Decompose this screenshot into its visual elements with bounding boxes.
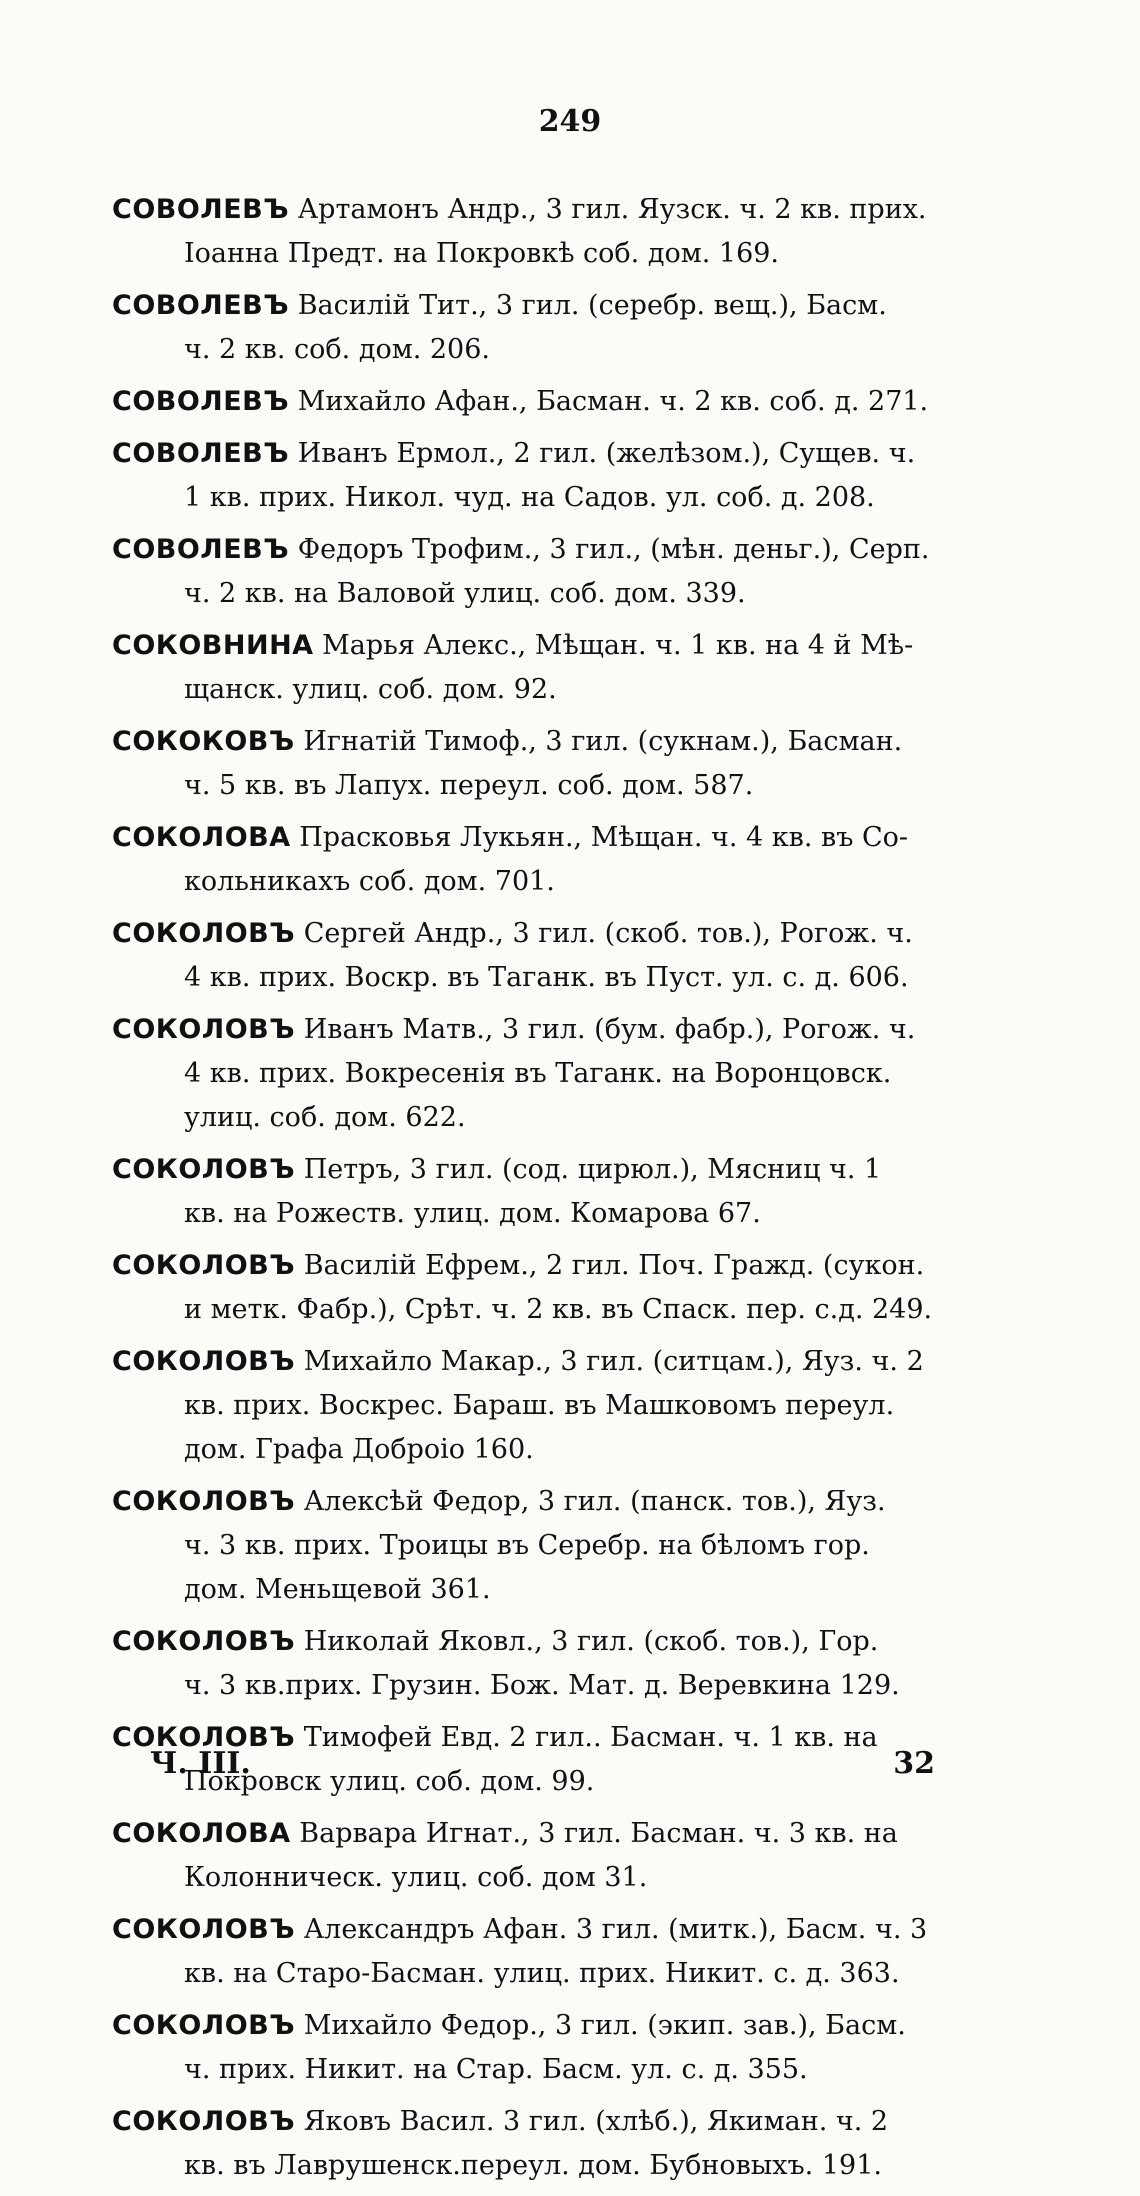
entry-surname: СОКОЛОВЪ <box>112 1486 296 1517</box>
entry-surname: СОКОЛОВЪ <box>112 918 296 949</box>
entry-first-line <box>112 1620 1008 1664</box>
entry-first-line <box>112 1480 1008 1524</box>
entry-details: Федоръ Трофим., 3 гил., (мѣн. деньг.), Серп. <box>297 534 930 565</box>
entry-first-line <box>112 1340 1008 1384</box>
entry-continuation-line: 4 кв. прих. Вокресенія въ Таганк. на Воронцовск. <box>184 1058 892 1089</box>
directory-entries <box>112 188 1008 2196</box>
entry-first-line <box>112 528 1008 572</box>
entry-surname: СОВОЛЕВЪ <box>112 386 290 417</box>
entry-continuation-line: ч. 2 кв. соб. дом. 206. <box>184 334 490 365</box>
entry-continuation-line: 1 кв. прих. Никол. чуд. на Садов. ул. соб. д. 208. <box>184 482 875 513</box>
directory-entry <box>112 1480 1008 1612</box>
entry-surname: СОКОКОВЪ <box>112 726 295 757</box>
entry-continuation-line: улиц. соб. дом. 622. <box>184 1102 466 1133</box>
entry-surname: СОКОЛОВА <box>112 822 291 853</box>
directory-entry <box>112 1620 1008 1708</box>
entry-first-line <box>112 284 1008 328</box>
entry-surname: СОВОЛЕВЪ <box>112 290 290 321</box>
volume-signature: Ч. III. <box>150 1746 251 1781</box>
entry-details: Варвара Игнат., 3 гил. Басман. ч. 3 кв. на <box>299 1818 898 1849</box>
entry-continuation-line: кв. прих. Воскрес. Бараш. въ Машковомъ переул. <box>184 1390 895 1421</box>
entry-continuation-line: Іоанна Предт. на Покровкѣ соб. дом. 169. <box>184 238 780 269</box>
entry-details: Михайло Макар., 3 гил. (ситцам.), Яуз. ч. 2 <box>303 1346 924 1377</box>
entry-surname: СОКОЛОВЪ <box>112 1250 296 1281</box>
directory-entry <box>112 2100 1008 2188</box>
entry-details: Иванъ Матв., 3 гил. (бум. фабр.), Рогож. ч. <box>303 1014 916 1045</box>
entry-surname: СОКОЛОВЪ <box>112 2106 296 2137</box>
entry-details: Яковъ Васил. 3 гил. (хлѣб.), Якиман. ч. 2 <box>303 2106 889 2137</box>
entry-continuation-line: дом. Меньщевой 361. <box>184 1574 491 1605</box>
directory-entry <box>112 1908 1008 1996</box>
directory-entry <box>112 2004 1008 2092</box>
entry-continuation-line: кольникахъ соб. дом. 701. <box>184 866 555 897</box>
entry-details: Сергей Андр., 3 гил. (скоб. тов.), Рогож. ч. <box>303 918 913 949</box>
directory-entry <box>112 1148 1008 1236</box>
entry-continuation-line: ч. 3 кв. прих. Троицы въ Серебр. на бѣломъ гор. <box>184 1530 870 1561</box>
entry-details: Василій Ефрем., 2 гил. Поч. Гражд. (сукон. <box>303 1250 925 1281</box>
page-number: 249 <box>538 104 602 139</box>
entry-details: Петръ, 3 гил. (сод. цирюл.), Мясниц ч. 1 <box>303 1154 882 1185</box>
entry-surname: СОКОЛОВЪ <box>112 1154 296 1185</box>
directory-entry <box>112 284 1008 372</box>
entry-first-line <box>112 816 1008 860</box>
directory-entry <box>112 1008 1008 1140</box>
entry-surname: СОВОЛЕВЪ <box>112 534 290 565</box>
entry-surname: СОКОЛОВЪ <box>112 1014 296 1045</box>
entry-continuation-line: Колонническ. улиц. соб. дом 31. <box>184 1862 648 1893</box>
entry-continuation-line: щанск. улиц. соб. дом. 92. <box>184 674 557 705</box>
entry-surname: СОКОЛОВЪ <box>112 1626 296 1657</box>
entry-details: Михайло Федор., 3 гил. (экип. зав.), Басм. <box>303 2010 906 2041</box>
directory-entry <box>112 912 1008 1000</box>
entry-first-line <box>112 2004 1008 2048</box>
entry-details: Василій Тит., 3 гил. (серебр. вещ.), Басм. <box>297 290 887 321</box>
entry-first-line <box>112 720 1008 764</box>
entry-details: Тимофей Евд. 2 гил.. Басман. ч. 1 кв. на <box>303 1722 878 1753</box>
entry-details: Артамонъ Андр., 3 гил. Яузск. ч. 2 кв. прих. <box>297 194 927 225</box>
entry-details: Алексѣй Федор, 3 гил. (панск. тов.), Яуз. <box>303 1486 886 1517</box>
directory-entry <box>112 1244 1008 1332</box>
entry-continuation-line: кв. на Рожеств. улиц. дом. Комарова 67. <box>184 1198 761 1229</box>
entry-surname: СОКОЛОВЪ <box>112 2010 296 2041</box>
entry-continuation-line: кв. въ Лаврушенск.переул. дом. Бубновыхъ. 191. <box>184 2150 882 2181</box>
entry-surname: СОКОЛОВЪ <box>112 1914 296 1945</box>
directory-entry <box>112 380 1008 424</box>
entry-continuation-line: кв. на Старо-Басман. улиц. прих. Никит. с. д. 363. <box>184 1958 900 1989</box>
entry-continuation-line: и метк. Фабр.), Срѣт. ч. 2 кв. въ Спаск. пер. с.д. 249. <box>184 1294 933 1325</box>
entry-surname: СОКОЛОВЪ <box>112 1346 296 1377</box>
entry-continuation-line: ч. 5 кв. въ Лапух. переул. соб. дом. 587. <box>184 770 754 801</box>
entry-details: Иванъ Ермол., 2 гил. (желѣзом.), Сущев. ч. <box>297 438 916 469</box>
entry-details: Николай Яковл., 3 гил. (скоб. тов.), Гор. <box>303 1626 879 1657</box>
entry-surname: СОКОЛОВА <box>112 1818 291 1849</box>
entry-continuation-line: ч. прих. Никит. на Стар. Басм. ул. с. д. 355. <box>184 2054 808 2085</box>
directory-entry <box>112 188 1008 276</box>
entry-continuation-line: ч. 3 кв.прих. Грузин. Бож. Мат. д. Веревкина 129. <box>184 1670 900 1701</box>
entry-first-line <box>112 912 1008 956</box>
entry-details: Марья Алекс., Мѣщан. ч. 1 кв. на 4 й Мѣ- <box>322 630 914 661</box>
entry-first-line <box>112 432 1008 476</box>
entry-first-line <box>112 624 1008 668</box>
entry-details: Прасковья Лукьян., Мѣщан. ч. 4 кв. въ Со- <box>299 822 909 853</box>
entry-continuation-line: дом. Графа Доброіо 160. <box>184 1434 534 1465</box>
entry-surname: СОВОЛЕВЪ <box>112 194 290 225</box>
sheet-number: 32 <box>893 1746 935 1781</box>
entry-surname: СОКОЛОВЪ <box>112 1722 296 1753</box>
directory-entry <box>112 528 1008 616</box>
directory-entry <box>112 720 1008 808</box>
entry-continuation-line: Покровск улиц. соб. дом. 99. <box>184 1766 595 1797</box>
entry-details: Михайло Афан., Басман. ч. 2 кв. соб. д. 271. <box>297 386 929 417</box>
directory-entry <box>112 432 1008 520</box>
directory-entry <box>112 1812 1008 1900</box>
entry-continuation-line: ч. 2 кв. на Валовой улиц. соб. дом. 339. <box>184 578 746 609</box>
entry-first-line <box>112 1812 1008 1856</box>
entry-details: Александръ Афан. 3 гил. (митк.), Басм. ч. 3 <box>303 1914 928 1945</box>
entry-continuation-line: 4 кв. прих. Воскр. въ Таганк. въ Пуст. ул. с. д. 606. <box>184 962 909 993</box>
entry-surname: СОВОЛЕВЪ <box>112 438 290 469</box>
entry-surname: СОКОВНИНА <box>112 630 314 661</box>
entry-first-line <box>112 1908 1008 1952</box>
entry-first-line <box>112 1148 1008 1192</box>
entry-first-line <box>112 2100 1008 2144</box>
entry-first-line <box>112 380 1008 424</box>
entry-first-line <box>112 1008 1008 1052</box>
directory-entry <box>112 624 1008 712</box>
directory-entry <box>112 816 1008 904</box>
entry-details: Игнатій Тимоф., 3 гил. (сукнам.), Басман. <box>303 726 903 757</box>
directory-entry <box>112 1340 1008 1472</box>
entry-first-line <box>112 188 1008 232</box>
entry-first-line <box>112 1244 1008 1288</box>
